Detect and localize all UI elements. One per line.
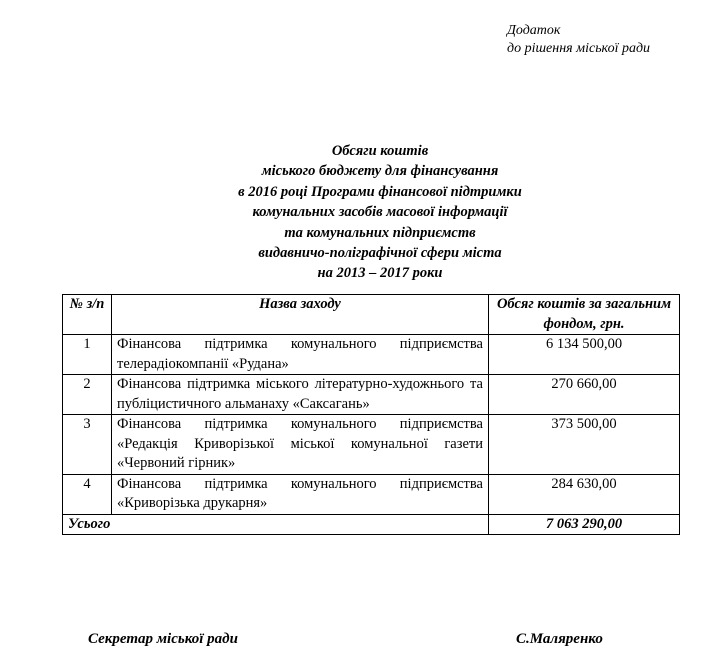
signature-role: Секретар міської ради	[88, 631, 238, 647]
total-row	[63, 514, 680, 535]
row-amount: 6 134 500,00	[489, 335, 680, 375]
annex-note	[507, 22, 650, 58]
row-measure-name: Фінансова підтримка комунального підприємства «Криворізька друкарня»	[112, 474, 489, 514]
total-label: Усього	[63, 514, 489, 535]
table-row	[63, 474, 680, 514]
row-number: 4	[63, 474, 112, 514]
document-title	[160, 141, 600, 284]
header-measure-name: Назва заходу	[112, 295, 489, 335]
row-measure-name: Фінансова підтримка комунального підприємства телерадіокомпанії «Рудана»	[112, 335, 489, 375]
title-line: в 2016 році Програми фінансової підтримки	[238, 183, 522, 200]
title-line: та комунальних підприємств	[284, 224, 476, 241]
table-header-row	[63, 295, 680, 335]
row-number: 3	[63, 415, 112, 475]
title-line: на 2013 – 2017 роки	[317, 265, 443, 282]
title-line: видавничо-поліграфічної сфери міста	[258, 245, 502, 262]
header-number: № з/п	[63, 295, 112, 335]
title-line: міського бюджету для фінансування	[261, 163, 499, 180]
row-measure-name: Фінансова підтримка міського літературно-художнього та публіцистичного альманаху «Саксагань»	[112, 375, 489, 415]
row-measure-name: Фінансова підтримка комунального підприємства «Редакція Криворізької міської комунальної газети «Червоний гірник»	[112, 415, 489, 475]
title-line: Обсяги коштів	[331, 143, 429, 159]
title-line: комунальних засобів масової інформації	[252, 204, 508, 221]
table-row	[63, 335, 680, 375]
annex-line-1: Додаток	[507, 23, 561, 38]
funds-table	[62, 294, 680, 535]
row-amount: 284 630,00	[489, 474, 680, 514]
row-amount: 270 660,00	[489, 375, 680, 415]
annex-line-2: до рішення міської ради	[507, 41, 651, 56]
row-amount: 373 500,00	[489, 415, 680, 475]
total-amount: 7 063 290,00	[489, 514, 680, 535]
row-number: 2	[63, 375, 112, 415]
table-row	[63, 415, 680, 475]
header-amount: Обсяг коштів за загальним фондом, грн.	[489, 295, 680, 335]
table-row	[63, 375, 680, 415]
signature-name: С.Маляренко	[516, 631, 603, 647]
row-number: 1	[63, 335, 112, 375]
